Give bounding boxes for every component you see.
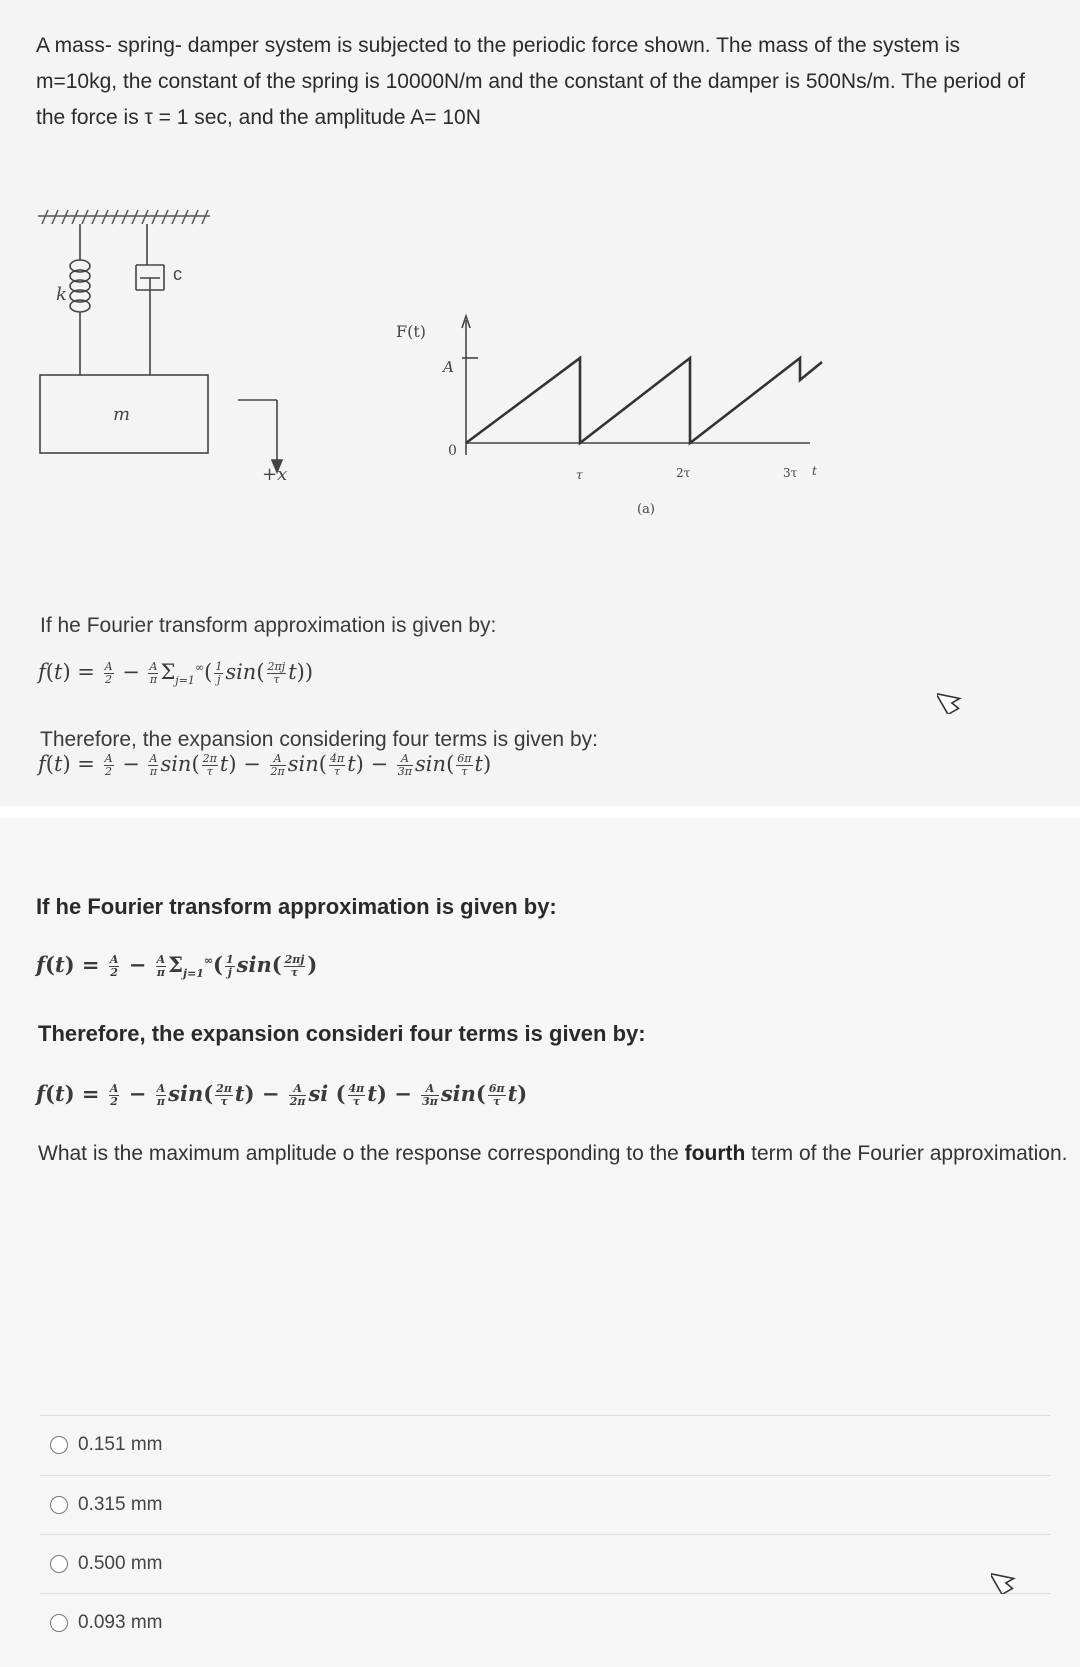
sawtooth-wave (466, 358, 822, 443)
damper-c (136, 224, 164, 375)
fourier-intro: If he Fourier transform approximation is given by: (40, 614, 497, 637)
answer-option-label: 0.315 mm (78, 1494, 163, 1515)
force-axis-label: F(t) (396, 322, 427, 341)
amplitude-tick-label: A (443, 358, 454, 376)
radio-button[interactable] (50, 1555, 68, 1573)
force-plot-axes (462, 316, 810, 455)
tick-2tau: 2τ (676, 466, 691, 480)
expansion-formula-2: f(t) = $\frac{A}{2}$ − $\frac{A}{\pi}$ sin( $\frac{2\pi}{\tau}$ t) − $\frac{A}{2\pi}$ si ( $\frac{4\pi}{\tau}$ t) − $\frac{A}{3\pi}$ sin( $\frac{6\pi}{\tau}$ t) (36, 1081, 528, 1108)
question-text-c: term of the Fourier approximation. (745, 1142, 1068, 1165)
panel-divider (0, 806, 1080, 818)
answer-option-4[interactable] (40, 1593, 1050, 1650)
figure-caption: (a) (637, 502, 655, 517)
mouse-cursor-icon (991, 1566, 1017, 1594)
radio-button[interactable] (50, 1436, 68, 1454)
expansion-intro-2: Therefore, the expansion consideri four terms is given by: (38, 1021, 646, 1046)
answer-option-2[interactable] (40, 1475, 1050, 1532)
expansion-formula: f(t) = $\frac{A}{2}$ − $\frac{A}{\pi}$ sin( $\frac{2\pi}{\tau}$ t) − $\frac{A}{2\pi}$ sin( $\frac{4\pi}{\tau}$ t) − $\frac{A}{3\pi}$ sin( $\frac{6\pi}{\tau}$ t) (38, 752, 492, 778)
mouse-cursor-icon (937, 686, 963, 714)
fourier-intro-2: If he Fourier transform approximation is given by: (36, 894, 557, 919)
damper-c-label: c (173, 264, 182, 284)
answer-option-3[interactable] (40, 1534, 1050, 1591)
tick-3tau: 3τ (783, 466, 798, 480)
radio-button[interactable] (50, 1496, 68, 1514)
problem-statement: A mass- spring- damper system is subjected to the periodic force shown. The mass of the system is m=10kg, the constant of the spring is 10000N/m and the constant of the damper is 500Ns/m. The period of the force is τ = 1 sec, and the amplitude A= 10N (36, 34, 1025, 129)
tick-tau: τ (576, 468, 583, 482)
radio-button[interactable] (50, 1614, 68, 1632)
displacement-label: +x (262, 464, 288, 485)
displacement-arrow (238, 400, 282, 472)
answer-option-label: 0.151 mm (78, 1434, 163, 1455)
system-diagram (0, 180, 900, 540)
answer-option-label: 0.093 mm (78, 1612, 163, 1633)
mass-label: m (113, 404, 131, 425)
question-text-emphasis: fourth (684, 1142, 746, 1165)
question-text-a: What is the maximum amplitude o the response corresponding to the (38, 1142, 685, 1165)
zero-tick-label: 0 (448, 443, 457, 459)
question-text (38, 1137, 1068, 1170)
expansion-intro: Therefore, the expansion considering four terms is given by: (40, 728, 598, 751)
time-axis-label: t (812, 464, 817, 478)
ceiling-hatch (38, 210, 210, 224)
answer-option-label: 0.500 mm (78, 1553, 163, 1574)
spring-k-label: k (56, 284, 67, 305)
fourier-series-formula: f(t) = $\frac{A}{2}$ − $\frac{A}{\pi}$ $\Sigma_{j=1}^\infty$( $\frac{1}{j}$ sin( $\frac{2\pi j}{\tau}$ t)) (38, 660, 314, 688)
answer-option-1[interactable] (40, 1415, 1050, 1472)
fourier-series-formula-2: f(t) = $\frac{A}{2}$ − $\frac{A}{\pi}$ $\Sigma_{j=1}^\infty$( $\frac{1}{j}$ sin( $\frac{2\pi j}{\tau}$ ) (36, 952, 318, 981)
spring-k (70, 224, 90, 375)
